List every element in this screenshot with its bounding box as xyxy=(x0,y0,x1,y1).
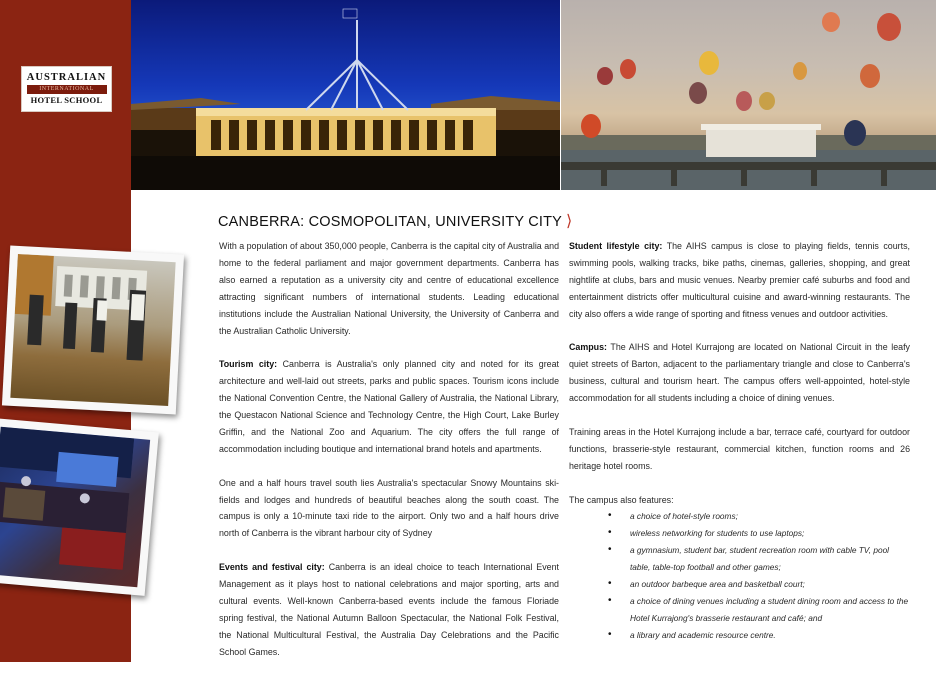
paragraph-text: The AIHS campus is close to playing fields, tennis courts, swimming pools, walking tracks, bike paths, cinemas, galleries, shopping, and great nightlife at clubs, bars and music venues. Nearby premier café suburbs and food and entertainment districts offer multicultural cuisine and award-winning restaurants. The city also offers a wide range of sporting and fitness venues and outdoor activities. xyxy=(569,241,910,319)
logo-line-3: HOTEL SCHOOL xyxy=(30,95,103,105)
events-paragraph xyxy=(219,559,559,660)
students-photo xyxy=(2,246,184,415)
list-item: • wireless networking for students to use laptops; xyxy=(569,525,910,542)
paragraph-text: The AIHS and Hotel Kurrajong are located on National Circuit in the leafy quiet streets of Barton, adjacent to the parliamentary triangle and close to Canberra's business, cultural and tourism heart. The campus offers well-appointed, hotel-style accommodation for all students including a choice of dining venues. xyxy=(569,342,910,404)
chevron-right-icon: ⟩ xyxy=(566,213,573,230)
paragraph-text: Canberra is an ideal choice to teach International Event Management as it plays host to national celebrations and major sporting, arts and cultural events. Well-known Canberra-based events include the famous Floriade spring festival, the National Autumn Balloon Spectacular, the National Folk Festival, the National Multicultural Festival, the Australia Day Celebrations and the Pacific School Games. xyxy=(219,562,559,657)
paragraph-text: With a population of about 350,000 people, Canberra is the capital city of Australia and home to the federal parliament and major government departments. Canberra has also earned a reputation as a university city and centre of educational excellence attracting significant numbers of international students. Leading educational institutions include the Australian National University, the University of Canberra and the Australian Catholic University. xyxy=(219,241,559,336)
list-item: • a library and academic resource centre. xyxy=(569,627,910,644)
list-item: • a choice of dining venues including a student dining room and access to the Hotel Kurrajong's brasserie restaurant and café; and xyxy=(569,593,910,627)
paragraph-heading: Tourism city: xyxy=(219,359,278,370)
intro-paragraph xyxy=(219,238,559,339)
paragraph-text: Canberra is Australia's only planned city and noted for its great architecture and well-laid out streets, parks and public spaces. Tourism icons include the National Convention Centre, the National Gallery of Australia, the National Library, the Questacon National Science and Technology Centre, the High Court, Lake Burley Griffin, and the National Zoo and Aquarium. The city offers the full range of accommodation including boutique and international brand hotels and apartments. xyxy=(219,359,559,454)
paragraph-heading: Events and festival city: xyxy=(219,562,325,573)
snowy-mountains-paragraph xyxy=(219,475,559,543)
right-text-column xyxy=(569,238,910,644)
logo-line-2: INTERNATIONAL xyxy=(27,85,107,94)
page-title xyxy=(218,211,573,231)
list-item: • a gymnasium, student bar, student recreation room with cable TV, pool table, table-top football and other games; xyxy=(569,542,910,576)
paragraph-heading: Campus: xyxy=(569,342,607,353)
paragraph-text: One and a half hours travel south lies Australia's spectacular Snowy Mountains ski-fields and lodges and hundreds of beautiful beaches along the south coast. The campus is only a 10-minute taxi ride to the airport. Only two and a half hours drive north of Canberra is the vibrant harbour city of Sydney xyxy=(219,477,559,539)
list-item: • an outdoor barbeque area and basketball court; xyxy=(569,576,910,593)
paragraph-text: Training areas in the Hotel Kurrajong include a bar, terrace café, courtyard for outdoor functions, brasserie-style restaurant, commercial kitchen, function rooms and 26 heritage hotel rooms. xyxy=(569,426,910,471)
paragraph-heading: Student lifestyle city: xyxy=(569,241,663,251)
features-list xyxy=(569,508,910,643)
student-lifestyle-paragraph xyxy=(569,238,910,323)
page-title-text: CANBERRA: COSMOPOLITAN, UNIVERSITY CITY xyxy=(218,214,563,230)
campus-paragraph xyxy=(569,339,910,407)
training-areas-paragraph xyxy=(569,424,910,475)
left-text-column xyxy=(219,238,559,678)
school-logo xyxy=(21,66,112,112)
tourism-paragraph xyxy=(219,356,559,457)
logo-line-1: AUSTRALIAN xyxy=(26,72,107,83)
student-bar-photo xyxy=(0,418,159,596)
parliament-house-photo xyxy=(131,0,560,190)
list-item: • a choice of hotel-style rooms; xyxy=(569,508,910,525)
hot-air-balloons-photo xyxy=(561,0,936,190)
features-intro: The campus also features: xyxy=(569,494,674,505)
